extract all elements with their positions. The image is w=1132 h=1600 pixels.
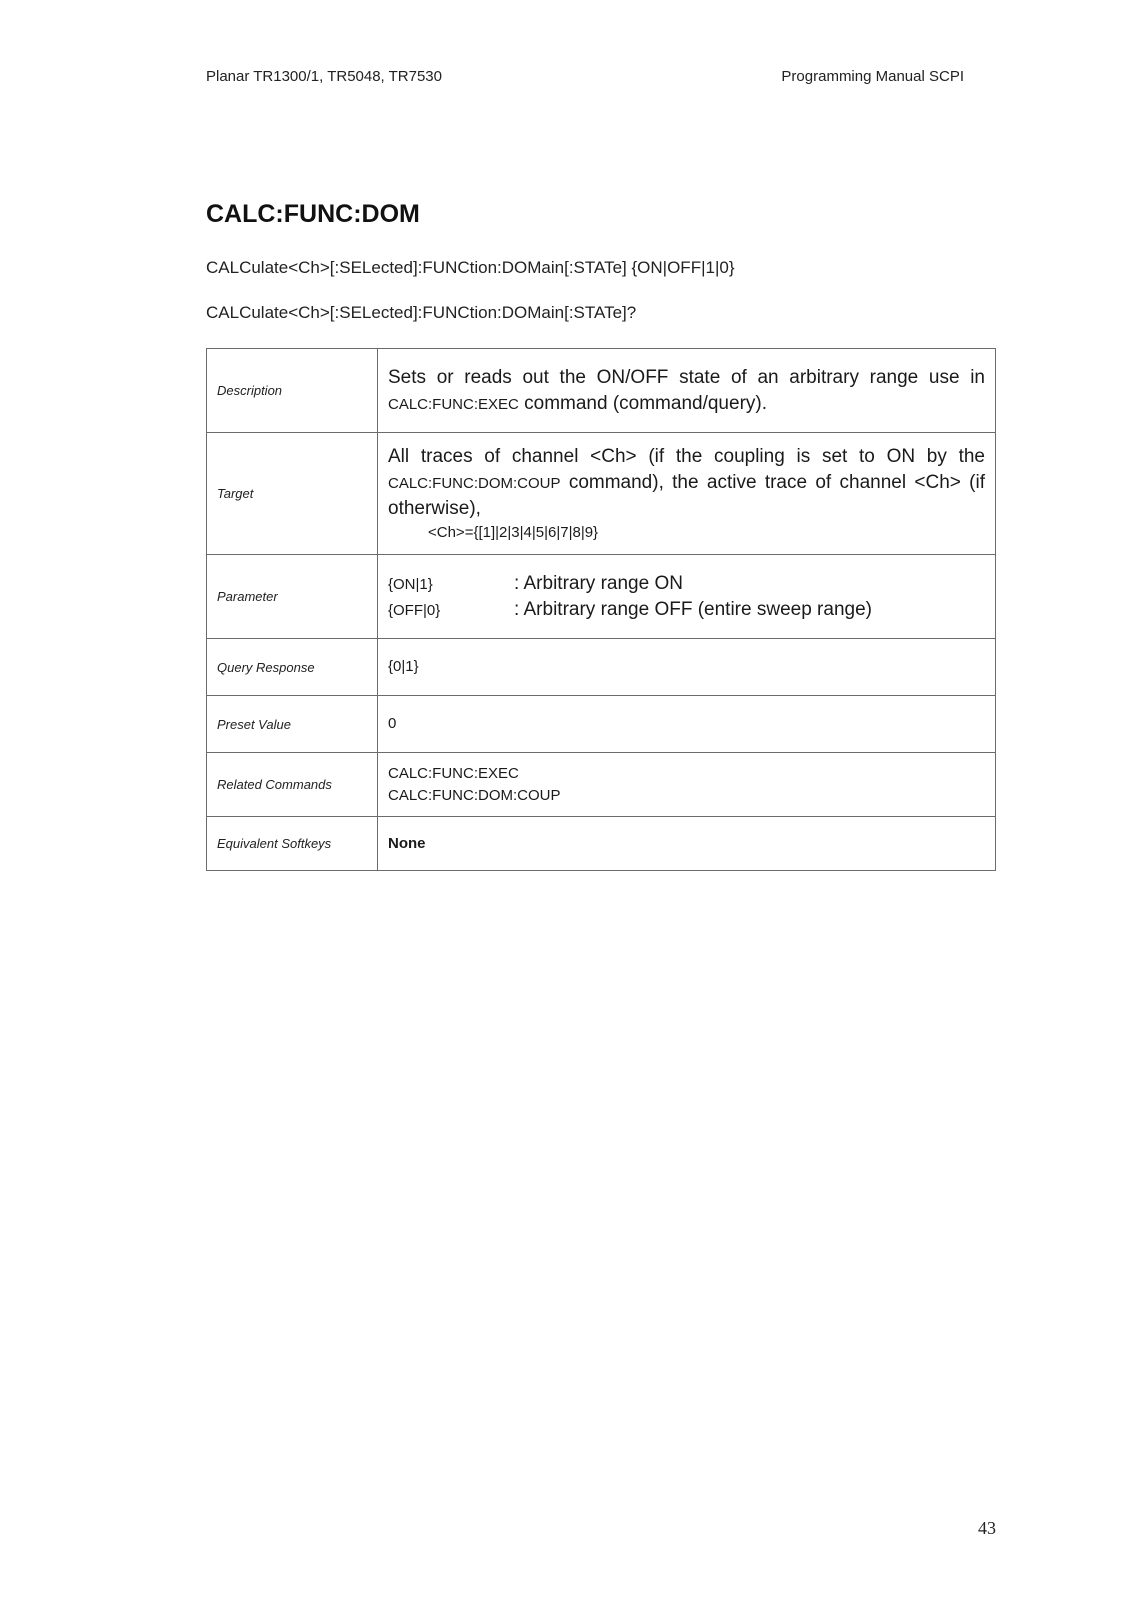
row-preset-value [207, 696, 996, 753]
label-equivalent-softkeys: Equivalent Softkeys [207, 817, 378, 871]
label-target: Target [207, 433, 378, 555]
target-text-2: command), the active trace of channel <Ch> (if otherwise), [388, 471, 985, 519]
description-code: CALC:FUNC:EXEC [388, 395, 519, 413]
label-related-commands: Related Commands [207, 753, 378, 817]
value-query-response: {0|1} [378, 639, 996, 696]
parameter-on [388, 571, 985, 597]
label-preset-value: Preset Value [207, 696, 378, 753]
value-parameter [378, 555, 996, 639]
parameter-off [388, 597, 985, 623]
row-parameter [207, 555, 996, 639]
target-text-1: All traces of channel <Ch> (if the coupling is set to ON by the [388, 445, 985, 467]
value-equivalent-softkeys: None [378, 817, 996, 871]
header-product: Planar TR1300/1, TR5048, TR7530 [206, 68, 442, 85]
label-description: Description [207, 349, 378, 433]
page-number: 43 [978, 1518, 996, 1538]
related-command-dom-coup: CALC:FUNC:DOM:COUP [388, 786, 561, 804]
label-parameter: Parameter [207, 555, 378, 639]
parameter-off-desc: : Arbitrary range OFF (entire sweep range) [514, 598, 872, 620]
parameter-off-key: {OFF|0} [388, 601, 441, 619]
description-text-1: Sets or reads out the ON/OFF state of an arbitrary range use in [388, 366, 985, 388]
value-target [378, 433, 996, 555]
row-related-commands [207, 753, 996, 817]
value-description [378, 349, 996, 433]
related-command-exec: CALC:FUNC:EXEC [388, 764, 519, 782]
value-related-commands [378, 753, 996, 817]
parameter-on-key: {ON|1} [388, 575, 433, 593]
syntax-set: CALCulate<Ch>[:SELected]:FUNCtion:DOMain[:STATe] {ON|OFF|1|0} [206, 258, 735, 277]
target-channels: <Ch>={[1]|2|3|4|5|6|7|8|9} [428, 523, 599, 541]
parameter-on-desc: : Arbitrary range ON [514, 572, 683, 594]
command-table [206, 348, 996, 871]
row-description [207, 349, 996, 433]
row-equivalent-softkeys [207, 817, 996, 871]
value-preset-value: 0 [378, 696, 996, 753]
target-code: CALC:FUNC:DOM:COUP [388, 474, 561, 492]
syntax-query: CALCulate<Ch>[:SELected]:FUNCtion:DOMain[:STATe]? [206, 303, 637, 322]
command-title: CALC:FUNC:DOM [206, 200, 420, 228]
description-text-2: command (command/query). [518, 392, 768, 414]
header-manual-title: Programming Manual SCPI [781, 68, 964, 85]
label-query-response: Query Response [207, 639, 378, 696]
row-query-response [207, 639, 996, 696]
row-target [207, 433, 996, 555]
